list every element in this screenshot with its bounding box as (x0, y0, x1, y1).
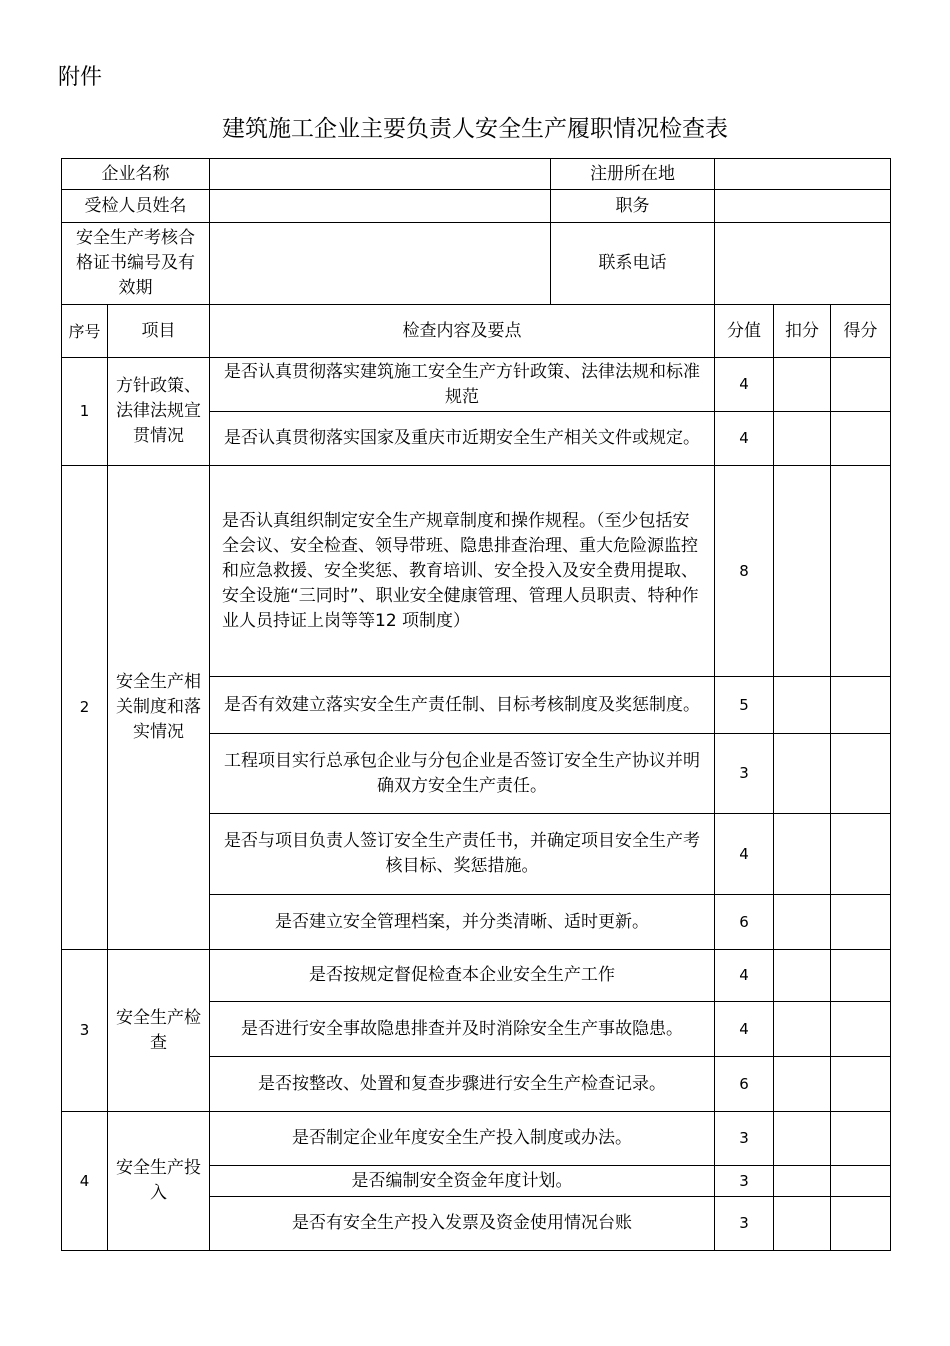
score-value: 3 (715, 1112, 774, 1166)
section-name: 方针政策、法律法规宣贯情况 (108, 358, 210, 466)
check-content: 是否有效建立落实安全生产责任制、目标考核制度及奖惩制度。 (210, 677, 715, 734)
phone-field[interactable] (715, 223, 891, 305)
score-value: 3 (715, 1166, 774, 1197)
got-cell[interactable] (831, 734, 891, 814)
got-cell[interactable] (831, 1166, 891, 1197)
position-field[interactable] (715, 190, 891, 223)
section-number: 2 (62, 466, 108, 950)
score-value: 3 (715, 1197, 774, 1251)
section-name: 安全生产检查 (108, 950, 210, 1112)
inspection-table (61, 158, 891, 1251)
deduct-cell[interactable] (774, 734, 831, 814)
deduct-cell[interactable] (774, 1112, 831, 1166)
check-content: 是否进行安全事故隐患排查并及时消除安全生产事故隐患。 (210, 1002, 715, 1057)
attachment-label: 附件 (58, 65, 103, 90)
check-content: 是否与项目负责人签订安全生产责任书，并确定项目安全生产考核目标、奖惩措施。 (210, 814, 715, 895)
inspected-name-field[interactable] (210, 190, 551, 223)
score-value: 5 (715, 677, 774, 734)
header-item: 项目 (108, 305, 210, 358)
check-content: 是否认真贯彻落实建筑施工安全生产方针政策、法律法规和标准规范 (210, 358, 715, 412)
got-cell[interactable] (831, 1197, 891, 1251)
deduct-cell[interactable] (774, 1002, 831, 1057)
deduct-cell[interactable] (774, 466, 831, 677)
company-name-label: 企业名称 (62, 159, 210, 190)
reg-place-field[interactable] (715, 159, 891, 190)
section-name: 安全生产投入 (108, 1112, 210, 1251)
header-score: 分值 (715, 305, 774, 358)
score-value: 4 (715, 358, 774, 412)
company-name-field[interactable] (210, 159, 551, 190)
score-value: 6 (715, 1057, 774, 1112)
got-cell[interactable] (831, 895, 891, 950)
deduct-cell[interactable] (774, 895, 831, 950)
got-cell[interactable] (831, 1057, 891, 1112)
got-cell[interactable] (831, 950, 891, 1002)
got-cell[interactable] (831, 677, 891, 734)
section-number: 1 (62, 358, 108, 466)
got-cell[interactable] (831, 412, 891, 466)
score-value: 4 (715, 412, 774, 466)
reg-place-label: 注册所在地 (551, 159, 715, 190)
inspected-name-label: 受检人员姓名 (62, 190, 210, 223)
deduct-cell[interactable] (774, 358, 831, 412)
score-value: 3 (715, 734, 774, 814)
position-label: 职务 (551, 190, 715, 223)
cert-field[interactable] (210, 223, 551, 305)
check-content: 工程项目实行总承包企业与分包企业是否签订安全生产协议并明确双方安全生产责任。 (210, 734, 715, 814)
check-content: 是否按规定督促检查本企业安全生产工作 (210, 950, 715, 1002)
deduct-cell[interactable] (774, 814, 831, 895)
deduct-cell[interactable] (774, 677, 831, 734)
header-content: 检查内容及要点 (210, 305, 715, 358)
check-content: 是否认真贯彻落实国家及重庆市近期安全生产相关文件或规定。 (210, 412, 715, 466)
page-title: 建筑施工企业主要负责人安全生产履职情况检查表 (222, 116, 728, 142)
header-deduct: 扣分 (774, 305, 831, 358)
check-content: 是否建立安全管理档案，并分类清晰、适时更新。 (210, 895, 715, 950)
check-content: 是否编制安全资金年度计划。 (210, 1166, 715, 1197)
header-seq: 序号 (62, 305, 108, 358)
cert-label: 安全生产考核合格证书编号及有效期 (62, 223, 210, 305)
got-cell[interactable] (831, 1002, 891, 1057)
score-value: 8 (715, 466, 774, 677)
deduct-cell[interactable] (774, 1166, 831, 1197)
phone-label: 联系电话 (551, 223, 715, 305)
score-value: 4 (715, 950, 774, 1002)
got-cell[interactable] (831, 466, 891, 677)
section-number: 4 (62, 1112, 108, 1251)
got-cell[interactable] (831, 814, 891, 895)
section-number: 3 (62, 950, 108, 1112)
check-content: 是否按整改、处置和复查步骤进行安全生产检查记录。 (210, 1057, 715, 1112)
deduct-cell[interactable] (774, 1057, 831, 1112)
check-content: 是否有安全生产投入发票及资金使用情况台账 (210, 1197, 715, 1251)
score-value: 4 (715, 814, 774, 895)
deduct-cell[interactable] (774, 1197, 831, 1251)
score-value: 6 (715, 895, 774, 950)
deduct-cell[interactable] (774, 950, 831, 1002)
got-cell[interactable] (831, 358, 891, 412)
header-got: 得分 (831, 305, 891, 358)
section-name: 安全生产相关制度和落实情况 (108, 466, 210, 950)
got-cell[interactable] (831, 1112, 891, 1166)
deduct-cell[interactable] (774, 412, 831, 466)
check-content: 是否认真组织制定安全生产规章制度和操作规程。（至少包括安全会议、安全检查、领导带班、隐患排查治理、重大危险源监控和应急救援、安全奖惩、教育培训、安全投入及安全费用提取、安全设施“三同时”、职业安全健康管理、管理人员职责、特种作业人员持证上岗等等12 项制度） (210, 466, 715, 677)
check-content: 是否制定企业年度安全生产投入制度或办法。 (210, 1112, 715, 1166)
score-value: 4 (715, 1002, 774, 1057)
